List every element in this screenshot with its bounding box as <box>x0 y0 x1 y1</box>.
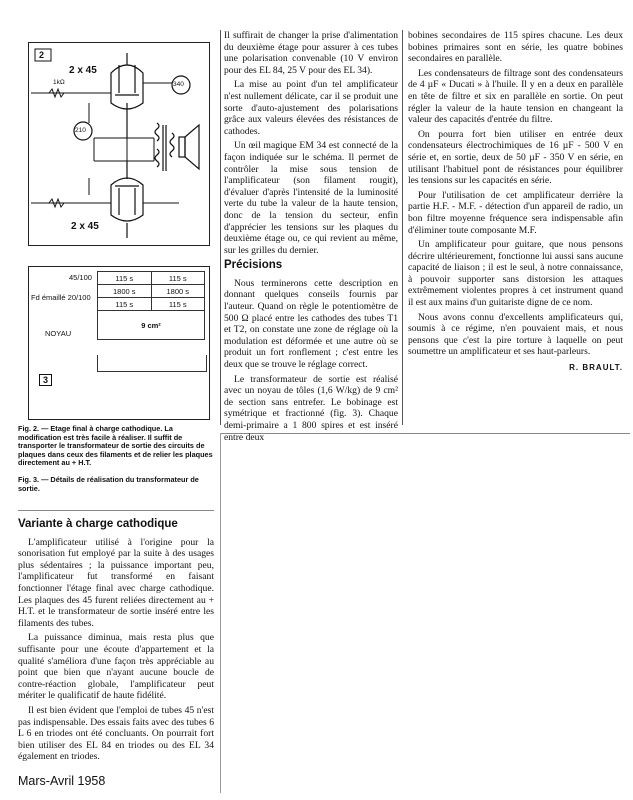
tube-top <box>111 53 143 138</box>
core-value: 9 cm² <box>98 311 205 340</box>
section-rule <box>18 510 214 511</box>
paragraph: bobines secondaires de 115 spires chacune. Les deux bobines primaires sont en série, les quatre bobines secondaires en parallèle. <box>408 30 623 65</box>
table-row <box>98 298 205 311</box>
paragraph: Il suffirait de changer la prise d'alimentation du deuxième étage pour assurer à ces tubes une polarisation convenable (10 V environ pour des EL 84, 25 V pour des EL 34). <box>224 30 398 76</box>
table-row <box>98 311 205 340</box>
row2-label: Fd émaillé 20/100 <box>31 293 91 302</box>
core-outline <box>97 355 207 372</box>
author-signature: R. BRAULT. <box>569 363 623 373</box>
figure-3-box <box>28 266 210 420</box>
paragraph: Le transformateur de sortie est réalisé avec un noyau de tôles (1,6 W/kg) de 9 cm² de section sans entrefer. Le bobinage est symétrique et fractionné (fig. 3). Chaque demi-primaire a 1 800 spires et est inséré entre deux <box>224 373 398 443</box>
paragraph: La puissance diminua, mais resta plus que suffisante pour une écoute d'appartement et la qualité s'améliora d'une façon très appréciable au point que bien que n'ayant aucune boucle de contre-réaction globale, l'amplificateur peut mériter le qualificatif de haute fidélité. <box>18 632 214 702</box>
loudspeaker-icon <box>179 125 199 169</box>
paragraph: Un amplificateur pour guitare, que nous pensons décrire ultérieurement, fonctionne lui aussi sans aucune capacité de liaison ; il est le seul, à notre connaissance, à pouvoir supporter sans distorsion les attaques extrêmement violentes propres à cet instrument quand il est aux mains d'un guitariste digne de ce nom. <box>408 239 623 309</box>
table-cell: 115 s <box>98 272 152 285</box>
figure-3-number: 3 <box>39 374 52 386</box>
table-cell: 115 s <box>151 272 205 285</box>
table-cell: 1800 s <box>151 285 205 298</box>
paragraph: La mise au point d'un tel amplificateur n'est nullement délicate, car il se produit une sorte d'auto-ajustement des polarisations grâce aux valeurs élevées des résistances de cathodes. <box>224 79 398 137</box>
output-transformer <box>155 123 174 171</box>
tube-bottom <box>111 161 143 238</box>
figure-3-caption: Fig. 3. — Détails de réalisation du transformateur de sortie. <box>18 475 199 493</box>
table-row <box>98 285 205 298</box>
meter-right-value: 340 <box>173 81 184 88</box>
section-heading-variante: Variante à charge cathodique <box>18 518 178 530</box>
column-divider <box>220 30 221 425</box>
column-divider <box>402 30 403 425</box>
figure-2-number: 2 <box>39 50 45 60</box>
row1-label: 45/100 <box>69 273 92 282</box>
section-heading-precisions: Précisions <box>224 259 283 272</box>
table-cell: 115 s <box>98 298 152 311</box>
issue-date-footer: Mars-Avril 1958 <box>18 774 106 788</box>
table-cell: 115 s <box>151 298 205 311</box>
paragraph: L'amplificateur utilisé à l'origine pour la sonorisation fut employé par la suite à des usages plus sédentaires ; la puissance important peu, l'amplificateur fut transformé en faisant fonctionner l'étage final avec charge cathodique. Les plaques des 45 furent reliées directement au + H.T. et le transformateur de sortie inséré entre les filaments des tubes. <box>18 536 214 629</box>
paragraph: Pour l'utilisation de cet amplificateur derrière la partie H.F. - M.F. - détection d'un appareil de radio, un bon filtre moyenne fréquence sera indispensable afin d'éliminer toute composante M.F. <box>408 189 623 236</box>
paragraph: Un œil magique EM 34 est connecté de la façon indiquée sur le schéma. Il permet de contrôler la mise sous tension de l'amplificateur (son filament rougit), d'évaluer d'après l'intensité de la luminosité verte du tube la valeur de la haute tension, donc de la tension du secteur, enfin d'apprécier les tensions sur les plaques du deuxième étage ou, ce qui revient au même, sur les grilles du dernier. <box>224 140 398 256</box>
winding-table <box>97 271 205 340</box>
column-divider <box>220 433 221 793</box>
paragraph: Il est bien évident que l'emploi de tubes 45 n'est pas indispensable. Des essais faits avec des tubes 6 L 6 en triodes ont été concluants. On pourrait fort bien utiliser des EL 84 en triodes ou des EL 34 également en triodes. <box>18 704 214 763</box>
paragraph: Nous terminerons cette description en donnant quelques conseils fournis par l'auteur. Quand on règle le potentiomètre de 500 Ω placé entre les cathodes des tubes T1 et T2, on constate une zone de réglage où la modulation est déformée et une autre où se produit un fort ronflement ; c'est entre les deux que se trouve le réglage correct. <box>224 277 398 371</box>
table-cell: 1800 s <box>98 285 152 298</box>
resistor-label: 1kΩ <box>53 79 65 86</box>
column-1 <box>18 515 214 766</box>
column-3 <box>408 30 623 374</box>
paragraph: On pourra fort bien utiliser en entrée deux condensateurs électrochimiques de 16 µF - 500 V en série et, en sortie, deux de 50 µF - 350 V en série, en utilisant l'habituel pont de résistances pour équilibrer les tensions sur les capacités en série. <box>408 128 623 187</box>
figure-2-caption: Fig. 2. — Etage final à charge cathodique. La modification est très facile à réaliser. Il suffit de transporter le transformateur de sortie des circuits de plaques dans ceux des filaments et de relier les plaques directement au + H.T. <box>18 424 213 468</box>
tube-label-top: 2 x 45 <box>69 65 97 76</box>
column-2 <box>224 30 398 446</box>
table-row <box>98 272 205 285</box>
tube-label-bottom: 2 x 45 <box>71 221 99 232</box>
paragraph: Les condensateurs de filtrage sont des condensateurs de 4 µF « Ducati » à l'huile. Il y en a deux en parallèle en tête de filtre et six en parallèle en sortie. On peut régler la valeur de la haute tension en changeant la valeur des capacités d'entrée du filtre. <box>408 67 623 126</box>
wiring <box>31 83 179 207</box>
core-label: NOYAU <box>45 329 72 338</box>
figure-2-box <box>28 42 210 246</box>
figure-2-schematic <box>29 43 209 245</box>
paragraph: Nous avons connu d'excellents amplificateurs qui, soumis à ce régime, n'en pouvaient mais, et nous pensons que c'est la pire torture à laquelle on peut soumettre un amplificateur et ses haut-parleurs. <box>408 311 623 358</box>
meter-left-value: 210 <box>75 127 86 134</box>
